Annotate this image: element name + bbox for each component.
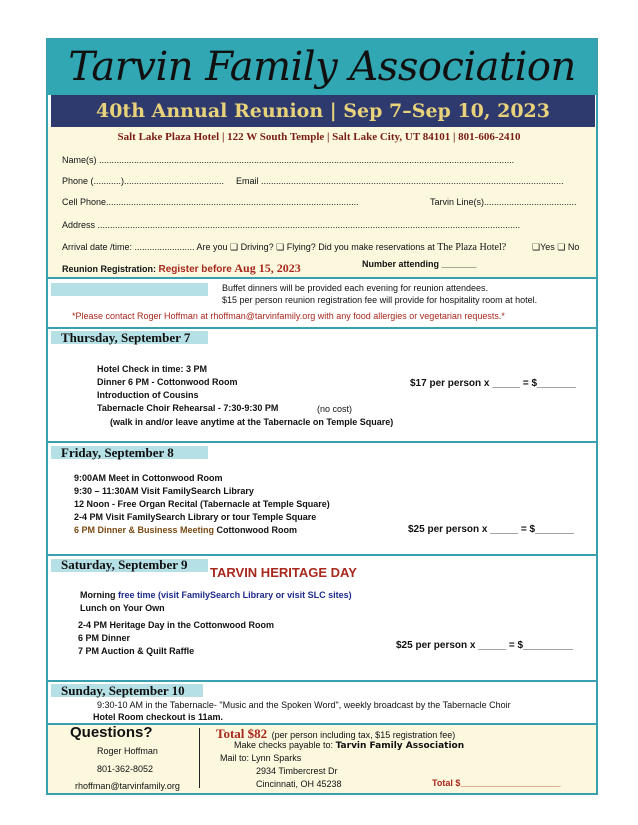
thursday-item-2: Dinner 6 PM - Cottonwood Room [97,377,238,387]
registration-label: Reunion Registration: [62,264,156,274]
address-field[interactable]: Address ......................................................................................................................................................................... [62,220,521,230]
saturday-heading: Saturday, September 9 [61,557,188,572]
saturday-item-4: 6 PM Dinner [78,633,131,643]
register-before: Register before [158,264,232,275]
friday-item-4: 2-4 PM Visit FamilySearch Library or tour Temple Square [74,512,317,522]
checks-payee: Tarvin Family Association [335,741,465,751]
total-note: (per person including tax, $15 registration fee) [271,730,456,740]
sunday-heading: Sunday, September 10 [61,683,185,698]
sunday-item-1: 9:30-10 AM in the Tabernacle- "Music and the Spoken Word", weekly broadcast by the Tabernacle Choir [97,700,511,710]
email-field[interactable]: Email ......................................................................................................................... [236,176,564,186]
heritage-day-title: TARVIN HERITAGE DAY [210,565,357,580]
checks-prefix: Make checks payable to: [234,740,334,750]
sunday-checkout: Hotel Room checkout is 11am. [93,712,224,722]
arrival-text: Arrival date /time: ........................ Are you ❏ Driving? ❏ Flying? Did you make reservations at [62,242,435,252]
saturday-free-time: free time (visit FamilySearch Library or visit SLC sites) [118,590,352,600]
total-due-field[interactable]: Total $____________________ [432,778,561,788]
buffet-line-2: $15 per person reunion registration fee will provide for hospitality room at hotel. [222,295,538,305]
contact-name: Roger Hoffman [97,746,158,756]
friday-price[interactable]: $25 per person x _____ = $_______ [408,524,574,535]
thursday-item-4: Tabernacle Choir Rehearsal - 7:30-9:30 PM [97,403,279,413]
friday-item-1: 9:00AM Meet in Cottonwood Room [74,473,223,483]
saturday-price[interactable]: $25 per person x _____ = $_________ [396,640,574,651]
mail-to: Mail to: Lynn Sparks [220,753,302,763]
thursday-price[interactable]: $17 per person x _____ = $_______ [410,378,576,389]
buffet-line-1: Buffet dinners will be provided each evening for reunion attendees. [222,283,489,293]
saturday-morning: Morning [80,590,116,600]
page-border [46,38,598,795]
friday-dinner-meeting: 6 PM Dinner & Business Meeting [74,525,215,535]
saturday-heritage-room: the Cottonwood Room [177,620,275,630]
number-attending-field[interactable]: Number attending _______ [362,259,477,269]
contact-email[interactable]: rhoffman@tarvinfamily.org [75,781,180,791]
questions-heading: Questions? [70,724,153,741]
thursday-item-5: (walk in and/or leave anytime at the Tabernacle on Temple Square) [110,417,394,427]
thursday-item-1: Hotel Check in time: 3 PM [97,364,208,374]
thursday-item-3: Introduction of Cousins [97,390,199,400]
page-title: 40th Annual Reunion | Sep 7–Sep 10, 2023 [95,100,550,122]
hotel-name: The Plaza Hotel? [437,242,507,253]
association-logo: Tarvin Family Association [68,44,576,90]
hotel-address: Salt Lake Plaza Hotel | 122 W South Temple | Salt Lake City, UT 84101 | 801-606-2410 [117,131,521,143]
friday-dinner-room: Cottonwood Room [216,525,298,535]
cell-phone-field[interactable]: Cell Phone..................................................................................................... [62,197,359,207]
name-field[interactable]: Name(s) ...................................................................................................................................................................... [62,155,515,165]
friday-heading: Friday, September 8 [61,445,174,460]
thursday-heading: Thursday, September 7 [61,330,191,345]
register-deadline: Aug 15, 2023 [234,261,301,275]
contact-phone: 801-362-8052 [97,764,154,774]
saturday-heritage: 2-4 PM Heritage Day in [78,620,176,630]
friday-item-2: 9:30 – 11:30AM Visit FamilySearch Library [74,486,254,496]
allergy-note: *Please contact Roger Hoffman at rhoffman@tarvinfamily.org with any food allergies or vegetarian requests.* [72,311,505,321]
phone-field[interactable]: Phone (...........)........................................ [62,176,225,186]
mail-city: Cincinnati, OH 45238 [256,779,342,789]
friday-item-3: 12 Noon - Free Organ Recital (Tabernacle at Temple Square) [74,499,330,509]
reservation-yes-no[interactable]: ❏Yes ❏ No [532,242,580,252]
saturday-item-5: 7 PM Auction & Quilt Raffle [78,646,195,656]
total-price: Total $82 [216,726,268,741]
saturday-item-2: Lunch on Your Own [80,603,165,613]
mail-street: 2934 Timbercrest Dr [256,766,338,776]
thursday-no-cost: (no cost) [317,404,353,414]
tarvin-line-field[interactable]: Tarvin Line(s)..................................... [430,197,577,207]
